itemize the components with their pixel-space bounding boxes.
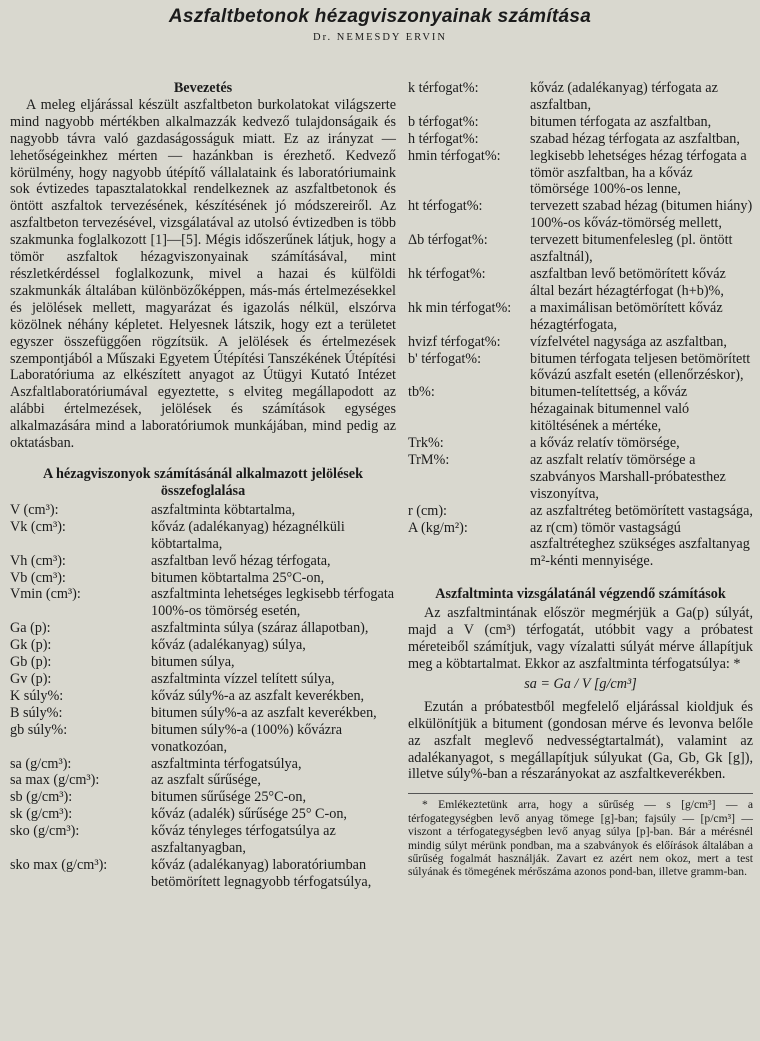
notation-description: kőváz (adalék) sűrűsége 25° C-on, [151,806,347,823]
intro-heading: Bevezetés [173,80,233,96]
notation-item [408,435,753,452]
notation-item [408,198,753,232]
notation-term: hvizf térfogat%: [408,333,501,350]
notation-description: kőváz tényleges térfogatsúlya az aszfaltanyagban, [151,823,336,857]
notation-description: a kőváz relatív tömörsége, [530,435,680,452]
notation-description: legkisebb lehetséges hézag térfogata a tömör aszfaltban, ha a kőváz tömörsége 100%-os lenne, [530,147,747,198]
notation-description: kőváz (adalékanyag) súlya, [151,637,306,654]
notation-item [10,570,396,587]
notation-term: Vb (cm³): [10,569,66,586]
notation-description: bitumen köbtartalma 25°C-on, [151,569,325,586]
notation-description: tervezett bitumenfelesleg (pl. öntött aszfaltnál), [530,232,733,266]
notation-description: bitumen-telítettség, a kőváz hézagainak bitumennel való kitöltésének a mértéke, [530,384,690,435]
notation-item [408,452,753,503]
notation-description: aszfaltminta lehetséges legkisebb térfogata 100%-os tömörség esetén, [151,586,395,620]
notation-item [408,520,753,571]
notation-description: aszfaltminta vízzel telített súlya, [151,671,335,687]
notation-item [10,789,396,806]
notation-description: kőváz súly%-a az aszfalt keverékben, [151,687,365,704]
left-column [10,80,396,891]
notation-item [408,503,753,520]
notation-description: aszfaltminta köbtartalma, [151,501,296,518]
notation-term: hk min térfogat%: [408,299,512,316]
intro-paragraph: A meleg eljárással készült aszfaltbeton burkolatokat világszerte mind nagyobb mértékben alkalmazzák kedvező tulajdonságaik és nagyobb távra való gazdaságosságuk miatt. Ez az irányzat — lehetőségeinkhez mérten — hazánkban is érezhető. Kedvező körülmény, hogy nagyobb útépítő vállalataink és laboratóriumaink sok évtizedes tapasztalatokkal rendelkeznek az aszfaltbetonok és öntött aszfaltok tervezésének, készítésének jó módszereiről. Az aszfaltbeton tervezésével, vizsgálatával az utolsó évtizedben is több szakmunka foglalkozott [1]—[5]. Mégis időszerűnek látjuk, hogy a tömör aszfaltok hézagviszonyainak számításával, mint részletkérdéssel foglalkozunk, mivel a hazai és külföldi szakmunkák általában különbözőképpen, más-más értelmezésekkel és jelölések mellett, magyarázat és igazolás nélkül, elszórva közölnek néhány képletet. Helyesnek látszik, hogy ezt a területet egyszer összefüggően rögzítsük. A jelölések és értelmezések szempontjából a Műszaki Egyetem Útépítési Tanszékének Útépítési Laboratóriuma az elkészített anyagot az Útügyi Kutató Intézet Aszfaltlaboratóriumával egyeztette, s elviteg megállapodott az alábbi értelmezések, jelölések és számítások egységes alkalmazására mind a laboratóriumok munkájában, mind pedig az oktatásban. [10,96,396,452]
notation-term: A (kg/m²): [408,519,468,536]
notation-item [408,148,753,199]
notation-description: kőváz (adalékanyag) laboratóriumban betömörített legnagyobb térfogatsúlya, [151,856,372,890]
notation-term: Gb (p): [10,654,52,671]
notation-description: tervezett szabad hézag (bitumen hiány) 100%-os kőváz-tömörség mellett, [530,198,753,232]
notation-item [408,232,753,266]
notation-description: aszfaltminta súlya (száraz állapotban), [151,620,369,637]
notation-term: sk (g/cm³): [10,806,73,823]
notation-description: aszfaltminta térfogatsúlya, [151,755,302,772]
notation-term: B súly%: [10,704,63,721]
notation-item [10,857,396,891]
notation-term: sa (g/cm³): [10,755,72,772]
notation-term: sko (g/cm³): [10,823,80,840]
notation-term: Gk (p): [10,637,52,654]
article-title: Aszfaltbetonok hézagviszonyainak számítása [168,6,592,27]
notation-term: K súly%: [10,687,64,704]
notation-item [408,114,753,131]
notation-term: h térfogat%: [408,130,479,147]
notation-description: aszfaltban levő hézag térfogata, [151,552,331,569]
notation-item [10,586,396,620]
notation-description: a maximálisan betömörített kőváz hézagtérfogata, [530,299,723,333]
notation-term: sa max (g/cm³): [10,772,100,789]
notation-description: bitumen térfogata teljesen betömörített kővázú aszfalt esetén (ellenőrzéskor), [530,350,751,384]
density-formula: sa = Ga / V [g/cm³] [524,675,637,692]
notation-list-left [10,502,396,891]
notation-term: Vh (cm³): [10,552,66,569]
notation-item [408,80,753,114]
notation-description: az r(cm) tömör vastagságú aszfaltréteghez szükséges aszfaltanyag m²-kénti mennyisége. [530,519,750,570]
notation-term: Vk (cm³): [10,518,66,535]
notation-term: tb%: [408,384,435,401]
notation-item [10,756,396,773]
notation-term: k térfogat%: [408,80,479,96]
notation-description: bitumen térfogata az aszfaltban, [530,113,712,130]
notation-item [10,806,396,823]
notation-description: aszfaltban levő betömörített kőváz által bezárt hézagtérfogat (h+b)%, [530,265,726,299]
notation-description: az aszfalt sűrűsége, [151,772,261,789]
calc-paragraph-2: Ezután a próbatestből megfelelő eljárással kioldjuk és elkülönítjük a bitument (gondosan mérve és levonva belőle az aszfalt meglevő nedvességtartalmát), valamint az adalékanyagot, s megállapítjuk súlyukat (Ga, Gb, Gk [g]), illetve súly%-ban a részarányokat az aszfaltkeverékben. [408,698,753,783]
notation-item [408,300,753,334]
notation-item [10,823,396,857]
notation-description: vízfelvétel nagysága az aszfaltban, [530,333,727,350]
notation-description: szabad hézag térfogata az aszfaltban, [530,130,740,147]
notation-item [10,772,396,789]
notation-term: Vmin (cm³): [10,586,81,603]
notation-item [10,620,396,637]
notation-term: hk térfogat%: [408,265,486,282]
notation-description: bitumen súly%-a az aszfalt keverékben, [151,704,377,721]
notation-item [10,705,396,722]
notation-term: hmin térfogat%: [408,147,501,164]
notation-term: r (cm): [408,502,447,519]
notation-list-right [408,80,753,570]
calc-heading: Aszfaltminta vizsgálatánál végzendő számítások [435,586,726,603]
notation-term: sb (g/cm³): [10,789,73,806]
notation-item [10,502,396,519]
notation-item [408,266,753,300]
notation-description: az aszfalt relatív tömörsége a szabványos Marshall-próbatesthez viszonyítva, [530,451,726,502]
notation-item [408,334,753,351]
notation-description: bitumen sűrűsége 25°C-on, [151,789,307,806]
notation-description: kőváz (adalékanyag) térfogata az aszfaltban, [530,80,718,113]
notation-item [408,131,753,148]
notation-item [10,553,396,570]
notation-item [10,519,396,553]
right-column [408,80,753,879]
notation-term: Trk%: [408,435,444,452]
notation-item [10,688,396,705]
notation-item [10,671,396,688]
notation-description: bitumen súlya, [151,654,235,671]
notation-term: b' térfogat%: [408,350,482,367]
notation-item [10,654,396,671]
footnote: * Emlékeztetünk arra, hogy a sűrűség — s [g/cm³] — a térfogategységben levő anyag tömege [g]-ban; fajsúly — [p/cm³] — viszont a térfogategységben levő anyag súlya [p]-ban. Bár a mérésnél mindig súlyt mérünk pondban, ma a szabványok és előírások általában a sűrűség fogalmát használják. Zavart ez azért nem okoz, mert a test súlyának és tömegének mérőszáma azonos pond-ban, illetve gramm-ban. [408,793,753,878]
notation-item [408,351,753,385]
notation-term: V (cm³): [10,501,59,518]
notation-description: kőváz (adalékanyag) hézagnélküli köbtartalma, [151,518,345,552]
notation-term: Ga (p): [10,620,51,637]
calc-paragraph-1: Az aszfaltmintának először megmérjük a Ga(p) súlyát, majd a V (cm³) térfogatát, utóbbit vagy a próbatest méreteiből számítjuk, vagy vízalatti súlyát mérve állapítjuk meg a köbtartalmat. Ekkor az aszfaltminta térfogatsúlya: * [408,605,753,672]
notation-item [10,722,396,756]
notation-heading: A hézagviszonyok számításánál alkalmazott jelölések összefoglalása [43,465,363,499]
notation-term: ht térfogat%: [408,198,483,215]
notation-item [10,637,396,654]
notation-term: Gv (p): [10,671,52,687]
notation-term: sko max (g/cm³): [10,856,108,873]
notation-term: Δb térfogat%: [408,232,488,249]
notation-description: az aszfaltréteg betömörített vastagsága, [530,502,753,519]
notation-term: TrM%: [408,451,450,468]
notation-description: bitumen súly%-a (100%) kővázra vonatkozóan, [151,721,343,755]
notation-term: gb súly%: [10,721,68,738]
notation-term: b térfogat%: [408,113,479,130]
article-author: Dr. NEMESDY ERVIN [313,32,447,43]
notation-item [408,384,753,435]
